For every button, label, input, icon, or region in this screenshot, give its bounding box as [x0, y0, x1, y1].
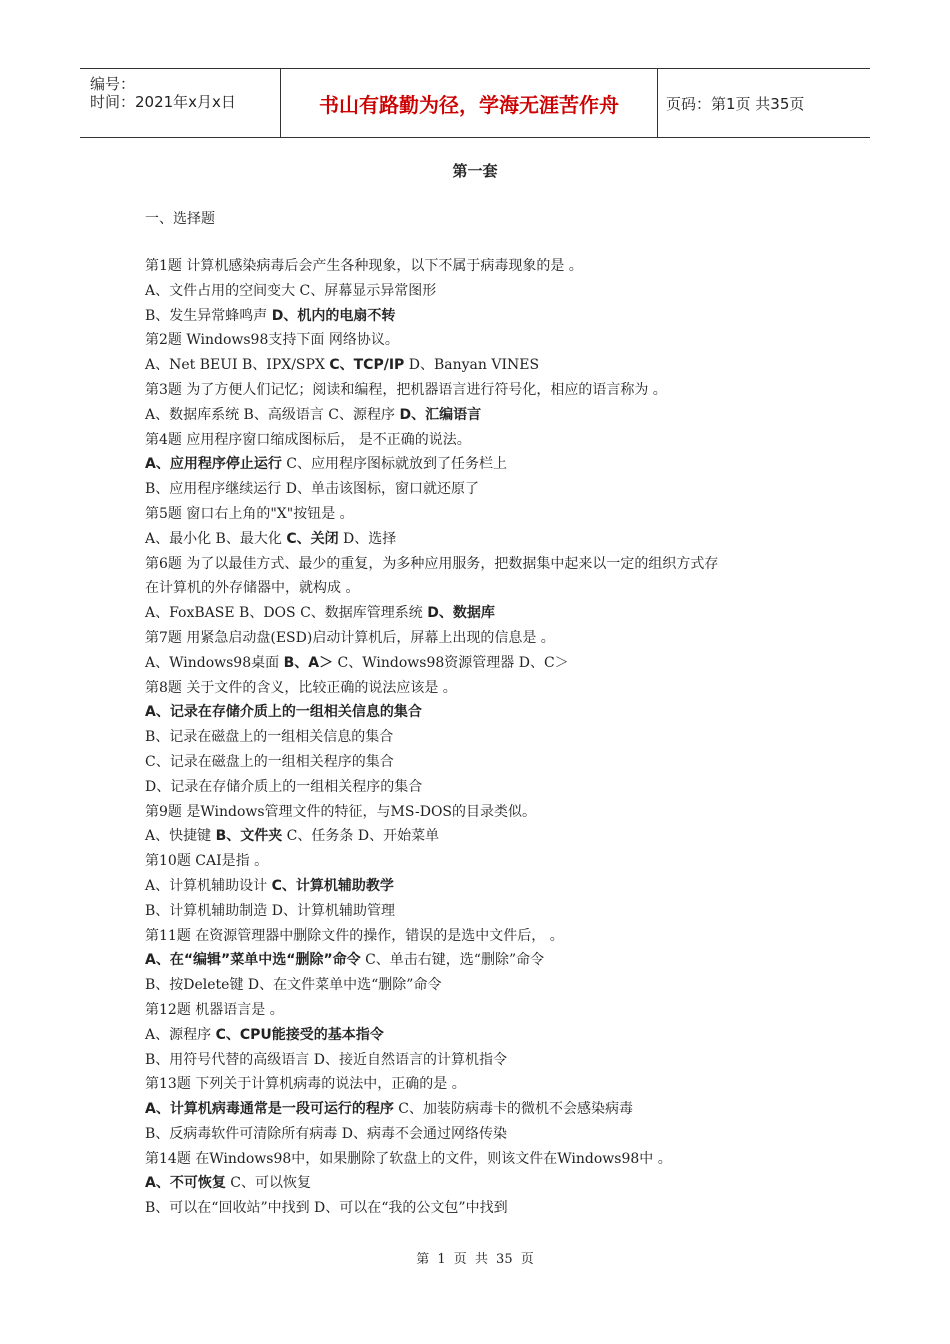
text-line	[145, 1173, 815, 1198]
line-text: 第5题 窗口右上角的"X"按钮是 。	[145, 505, 354, 522]
line-text: B、按Delete键 D、在文件菜单中选“删除”命令	[145, 977, 442, 994]
text-line	[145, 454, 815, 479]
line-text: A、Net BEUI B、IPX/SPX	[145, 357, 330, 374]
text-line	[145, 405, 815, 430]
text-line	[145, 330, 815, 355]
answer-bold: C、关闭	[286, 530, 339, 547]
line-text: B、可以在“回收站”中找到 D、可以在“我的公文包”中找到	[145, 1200, 508, 1217]
text-line	[145, 355, 815, 380]
answer-bold: C、TCP/IP	[329, 357, 405, 374]
time-label: 时间：2021年x月x日	[90, 93, 236, 111]
answer-bold: A、在“编辑”菜单中选“删除”命令	[145, 952, 361, 969]
section-title: 一、选择题	[145, 211, 215, 227]
answer-bold: A、应用程序停止运行	[145, 456, 282, 473]
page-header	[80, 68, 870, 138]
line-text: 第6题 为了以最佳方式、最少的重复，为多种应用服务，把数据集中起来以一定的组织方式存	[145, 555, 719, 572]
line-text: C、加装防病毒卡的微机不会感染病毒	[393, 1101, 634, 1118]
answer-bold: A、计算机病毒通常是一段可运行的程序	[145, 1101, 394, 1118]
text-line	[145, 306, 815, 331]
line-text: C、单击右键，选“删除”命令	[360, 952, 545, 969]
line-text: 在计算机的外存储器中，就构成 。	[145, 580, 360, 597]
text-line	[145, 950, 815, 975]
text-line	[145, 1099, 815, 1124]
text-line	[145, 504, 815, 529]
text-line	[145, 1198, 815, 1223]
line-text: 第1题 计算机感染病毒后会产生各种现象，以下不属于病毒现象的是 。	[145, 258, 583, 274]
text-line	[145, 1050, 815, 1075]
header-motto: 书山有路勤为径，学海无涯苦作舟	[281, 69, 658, 137]
line-text: A、Windows98桌面	[145, 654, 284, 671]
text-line	[145, 975, 815, 1000]
text-line	[145, 851, 815, 876]
line-text: 第3题 为了方便人们记忆；阅读和编程，把机器语言进行符号化，相应的语言称为 。	[145, 381, 667, 398]
line-text: C、应用程序图标就放到了任务栏上	[281, 456, 508, 473]
text-line	[145, 777, 815, 802]
answer-bold: C、CPU能接受的基本指令	[215, 1026, 384, 1043]
answer-bold: C、计算机辅助教学	[271, 877, 394, 894]
text-line	[145, 926, 815, 951]
text-line	[145, 628, 815, 653]
text-line	[145, 826, 815, 851]
text-line	[145, 554, 815, 579]
text-line	[145, 901, 815, 926]
line-text: A、数据库系统 B、高级语言 C、源程序	[145, 406, 400, 423]
text-line	[145, 430, 815, 455]
line-text: B、记录在磁盘上的一组相关信息的集合	[145, 729, 394, 746]
line-text: D、记录在存储介质上的一组相关程序的集合	[145, 778, 423, 795]
text-line	[145, 1074, 815, 1099]
line-text: A、计算机辅助设计	[145, 877, 272, 894]
text-line	[145, 603, 815, 628]
text-line	[145, 256, 815, 281]
line-text: 第14题 在Windows98中，如果删除了软盘上的文件，则该文件在Windows98中 。	[145, 1150, 672, 1167]
line-text: C、Windows98资源管理器 D、C＞	[333, 654, 569, 671]
text-line	[145, 653, 815, 678]
text-line	[145, 479, 815, 504]
text-line	[145, 380, 815, 405]
text-line	[145, 529, 815, 554]
header-meta	[80, 69, 281, 137]
line-text: B、发生异常蜂鸣声	[145, 307, 272, 324]
line-text: 第8题 关于文件的含义，比较正确的说法应该是 。	[145, 679, 457, 696]
text-line	[145, 752, 815, 777]
line-text: 第11题 在资源管理器中删除文件的操作，错误的是选中文件后， 。	[145, 927, 564, 944]
text-line	[145, 1149, 815, 1174]
text-line	[145, 1124, 815, 1149]
line-text: A、源程序	[145, 1026, 216, 1043]
text-line	[145, 802, 815, 827]
text-line	[145, 578, 815, 603]
text-line	[145, 281, 815, 306]
header-page-info: 页码：第1页 共35页	[666, 94, 805, 113]
answer-bold: D、汇编语言	[399, 406, 482, 423]
text-line	[145, 1000, 815, 1025]
answer-bold: A、记录在存储介质上的一组相关信息的集合	[145, 704, 422, 721]
line-text: 第9题 是Windows管理文件的特征，与MS-DOS的目录类似。	[145, 803, 537, 820]
line-text: C、可以恢复	[225, 1175, 312, 1192]
answer-bold: D、数据库	[427, 605, 495, 622]
line-text: 第4题 应用程序窗口缩成图标后， 是不正确的说法。	[145, 431, 471, 448]
answer-bold: B、文件夹	[215, 828, 283, 845]
question-list	[145, 256, 815, 1223]
answer-bold: B、A＞	[283, 654, 334, 671]
line-text: 第13题 下列关于计算机病毒的说法中，正确的是 。	[145, 1076, 466, 1093]
line-text: D、选择	[338, 530, 397, 547]
line-text: 第2题 Windows98支持下面 网络协议。	[145, 332, 399, 349]
line-text: A、文件占用的空间变大 C、屏幕显示异常图形	[145, 282, 437, 299]
document-title: 第一套	[452, 162, 498, 180]
line-text: B、计算机辅助制造 D、计算机辅助管理	[145, 902, 395, 919]
line-text: A、快捷键	[145, 828, 216, 845]
text-line	[145, 727, 815, 752]
line-text: 第7题 用紧急启动盘(ESD)启动计算机后，屏幕上出现的信息是 。	[145, 629, 555, 646]
line-text: C、记录在磁盘上的一组相关程序的集合	[145, 753, 394, 770]
number-label: 编号：	[90, 75, 136, 93]
line-text: C、任务条 D、开始菜单	[282, 828, 440, 845]
text-line	[145, 702, 815, 727]
line-text: 第10题 CAI是指 。	[145, 853, 269, 870]
line-text: B、反病毒软件可清除所有病毒 D、病毒不会通过网络传染	[145, 1125, 507, 1142]
text-line	[145, 678, 815, 703]
line-text: B、应用程序继续运行 D、单击该图标，窗口就还原了	[145, 481, 479, 498]
answer-bold: A、不可恢复	[145, 1175, 226, 1192]
line-text: B、用符号代替的高级语言 D、接近自然语言的计算机指令	[145, 1051, 507, 1068]
line-text: 第12题 机器语言是 。	[145, 1001, 284, 1018]
answer-bold: D、机内的电扇不转	[271, 307, 396, 324]
text-line	[145, 876, 815, 901]
page-footer: 第 1 页 共 35 页	[416, 1252, 534, 1267]
line-text: A、最小化 B、最大化	[145, 530, 287, 547]
line-text: D、Banyan VINES	[404, 357, 540, 374]
text-line	[145, 1025, 815, 1050]
line-text: A、FoxBASE B、DOS C、数据库管理系统	[145, 605, 428, 622]
